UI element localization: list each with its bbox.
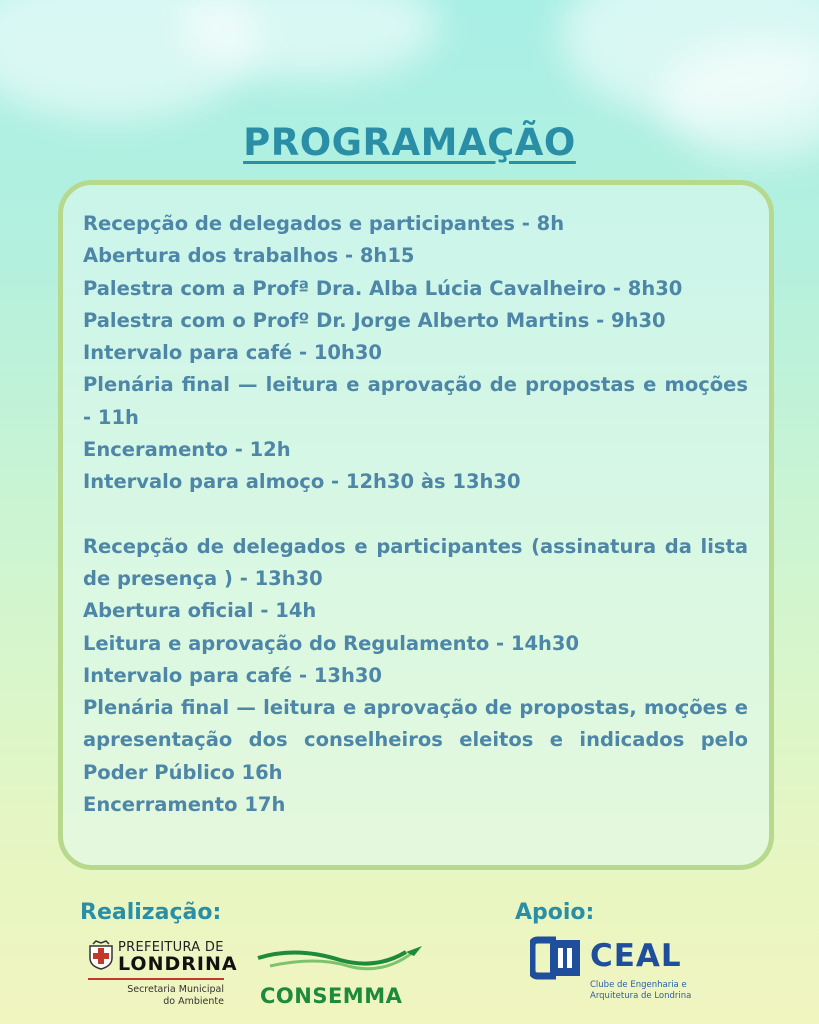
ceal-wordmark: CEAL bbox=[590, 938, 682, 974]
schedule-item: Intervalo para café - 13h30 bbox=[83, 663, 382, 687]
section-gap bbox=[83, 499, 748, 531]
bird-swoosh-icon bbox=[256, 938, 426, 984]
prefeitura-sub1: Secretaria Municipal bbox=[127, 984, 224, 995]
coat-of-arms-icon bbox=[88, 940, 114, 970]
ceal-sub2: Arquitetura de Londrina bbox=[590, 991, 692, 1001]
schedule-item: Intervalo para café - 10h30 bbox=[83, 341, 382, 365]
ceal-logo bbox=[530, 936, 690, 1008]
schedule-item: Intervalo para almoço - 12h30 às 13h30 bbox=[83, 470, 521, 494]
prefeitura-sub2: do Ambiente bbox=[163, 996, 224, 1007]
schedule-item: Plenária final — leitura e aprovação de propostas, moções e apresentação dos conselheiros eleitos e indicados pelo Poder Público 16h bbox=[83, 696, 748, 784]
schedule-item: Abertura dos trabalhos - 8h15 bbox=[83, 244, 415, 268]
schedule-item: Recepção de delegados e participantes (assinatura da lista de presença ) - 13h30 bbox=[83, 534, 748, 590]
schedule-item: Leitura e aprovação do Regulamento - 14h30 bbox=[83, 631, 580, 655]
prefeitura-logo bbox=[88, 938, 238, 1008]
schedule-item: Recepção de delegados e participantes - 8h bbox=[83, 212, 565, 235]
consemma-logo bbox=[256, 938, 426, 1008]
prefeitura-line1: PREFEITURA DE bbox=[118, 940, 224, 955]
schedule-item: Palestra com o Profº Dr. Jorge Alberto Martins - 9h30 bbox=[83, 308, 666, 332]
schedule-item: Enceramento - 12h bbox=[83, 438, 291, 462]
apoio-label: Apoio: bbox=[515, 900, 595, 925]
schedule-item: Encerramento 17h bbox=[83, 793, 286, 817]
schedule-item: Abertura oficial - 14h bbox=[83, 599, 317, 623]
ceal-mark-icon bbox=[530, 936, 584, 980]
page-title: PROGRAMAÇÃO bbox=[243, 120, 576, 164]
divider bbox=[88, 978, 224, 980]
realizacao-label: Realização: bbox=[80, 900, 222, 925]
schedule-item: Palestra com a Profª Dra. Alba Lúcia Cavalheiro - 8h30 bbox=[83, 276, 683, 300]
schedule-list bbox=[83, 208, 748, 821]
ceal-sub1: Clube de Engenharia e bbox=[590, 980, 687, 990]
schedule-item: Plenária final — leitura e aprovação de propostas e moções - 11h bbox=[83, 373, 748, 429]
consemma-wordmark: CONSEMMA bbox=[260, 984, 403, 1008]
prefeitura-line2: LONDRINA bbox=[118, 953, 238, 975]
